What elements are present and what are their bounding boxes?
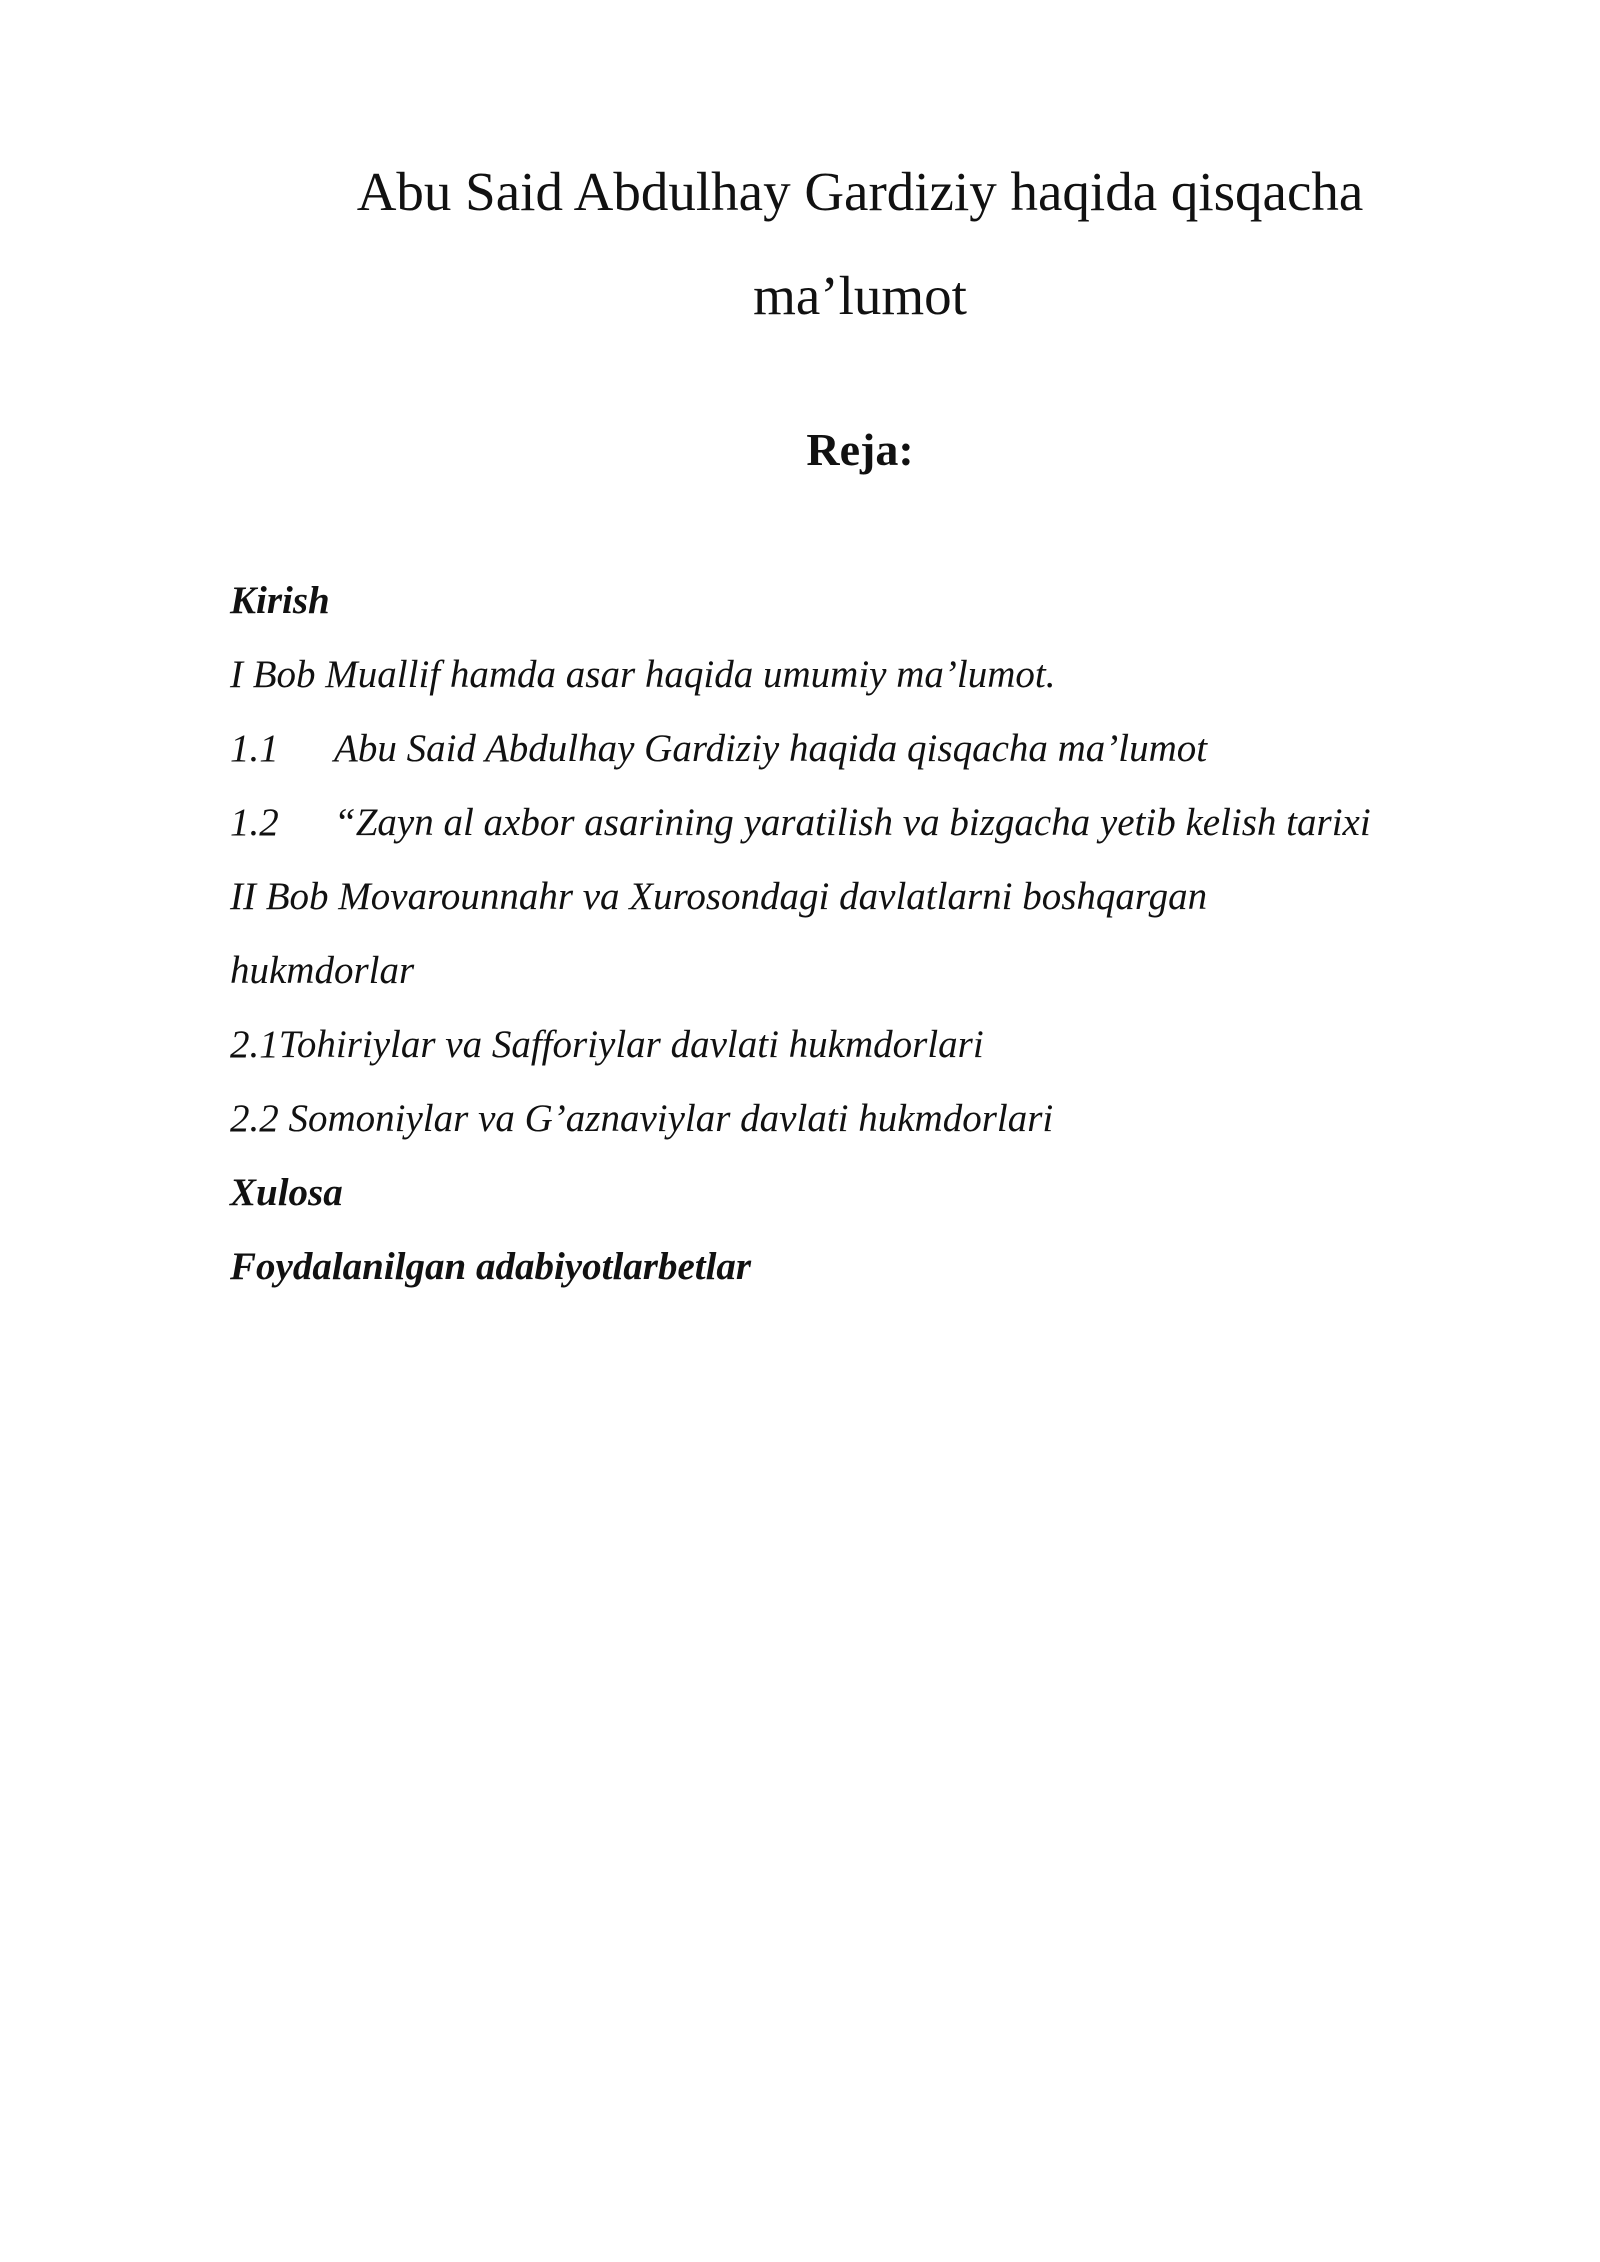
- document-title: [230, 140, 1490, 348]
- toc-chapter-1: I Bob Muallif hamda asar haqida umumiy ma’lumot.: [230, 653, 1056, 696]
- toc-chapter-2-line-1: II Bob Movarounnahr va Xurosondagi davlatlarni boshqargan: [230, 875, 1208, 918]
- title-line-1: Abu Said Abdulhay Gardiziy haqida qisqacha: [356, 161, 1364, 222]
- toc-item-1-2: [230, 786, 1530, 860]
- table-of-contents: [230, 564, 1530, 1304]
- toc-chapter-2-line-2: hukmdorlar: [230, 949, 415, 992]
- toc-item-1-2-text: “Zayn al axbor asarining yaratilish va bizgacha yetib kelish tarixi: [334, 801, 1371, 844]
- toc-references: Foydalanilgan adabiyotlarbetlar: [230, 1245, 752, 1288]
- toc-item-1-1-number: 1.1: [230, 727, 279, 770]
- toc-item-1-2-number: 1.2: [230, 801, 279, 844]
- toc-intro: Kirish: [230, 579, 330, 622]
- toc-item-2-1: 2.1Tohiriylar va Safforiylar davlati hukmdorlari: [230, 1023, 984, 1066]
- toc-conclusion: Xulosa: [230, 1171, 343, 1214]
- toc-item-1-1: [230, 712, 1530, 786]
- title-line-2: ma’lumot: [753, 265, 967, 326]
- toc-item-2-2: 2.2 Somoniylar va G’aznaviylar davlati hukmdorlari: [230, 1097, 1054, 1140]
- toc-item-1-1-text: Abu Said Abdulhay Gardiziy haqida qisqacha ma’lumot: [334, 727, 1208, 770]
- plan-heading: Reja:: [806, 424, 914, 475]
